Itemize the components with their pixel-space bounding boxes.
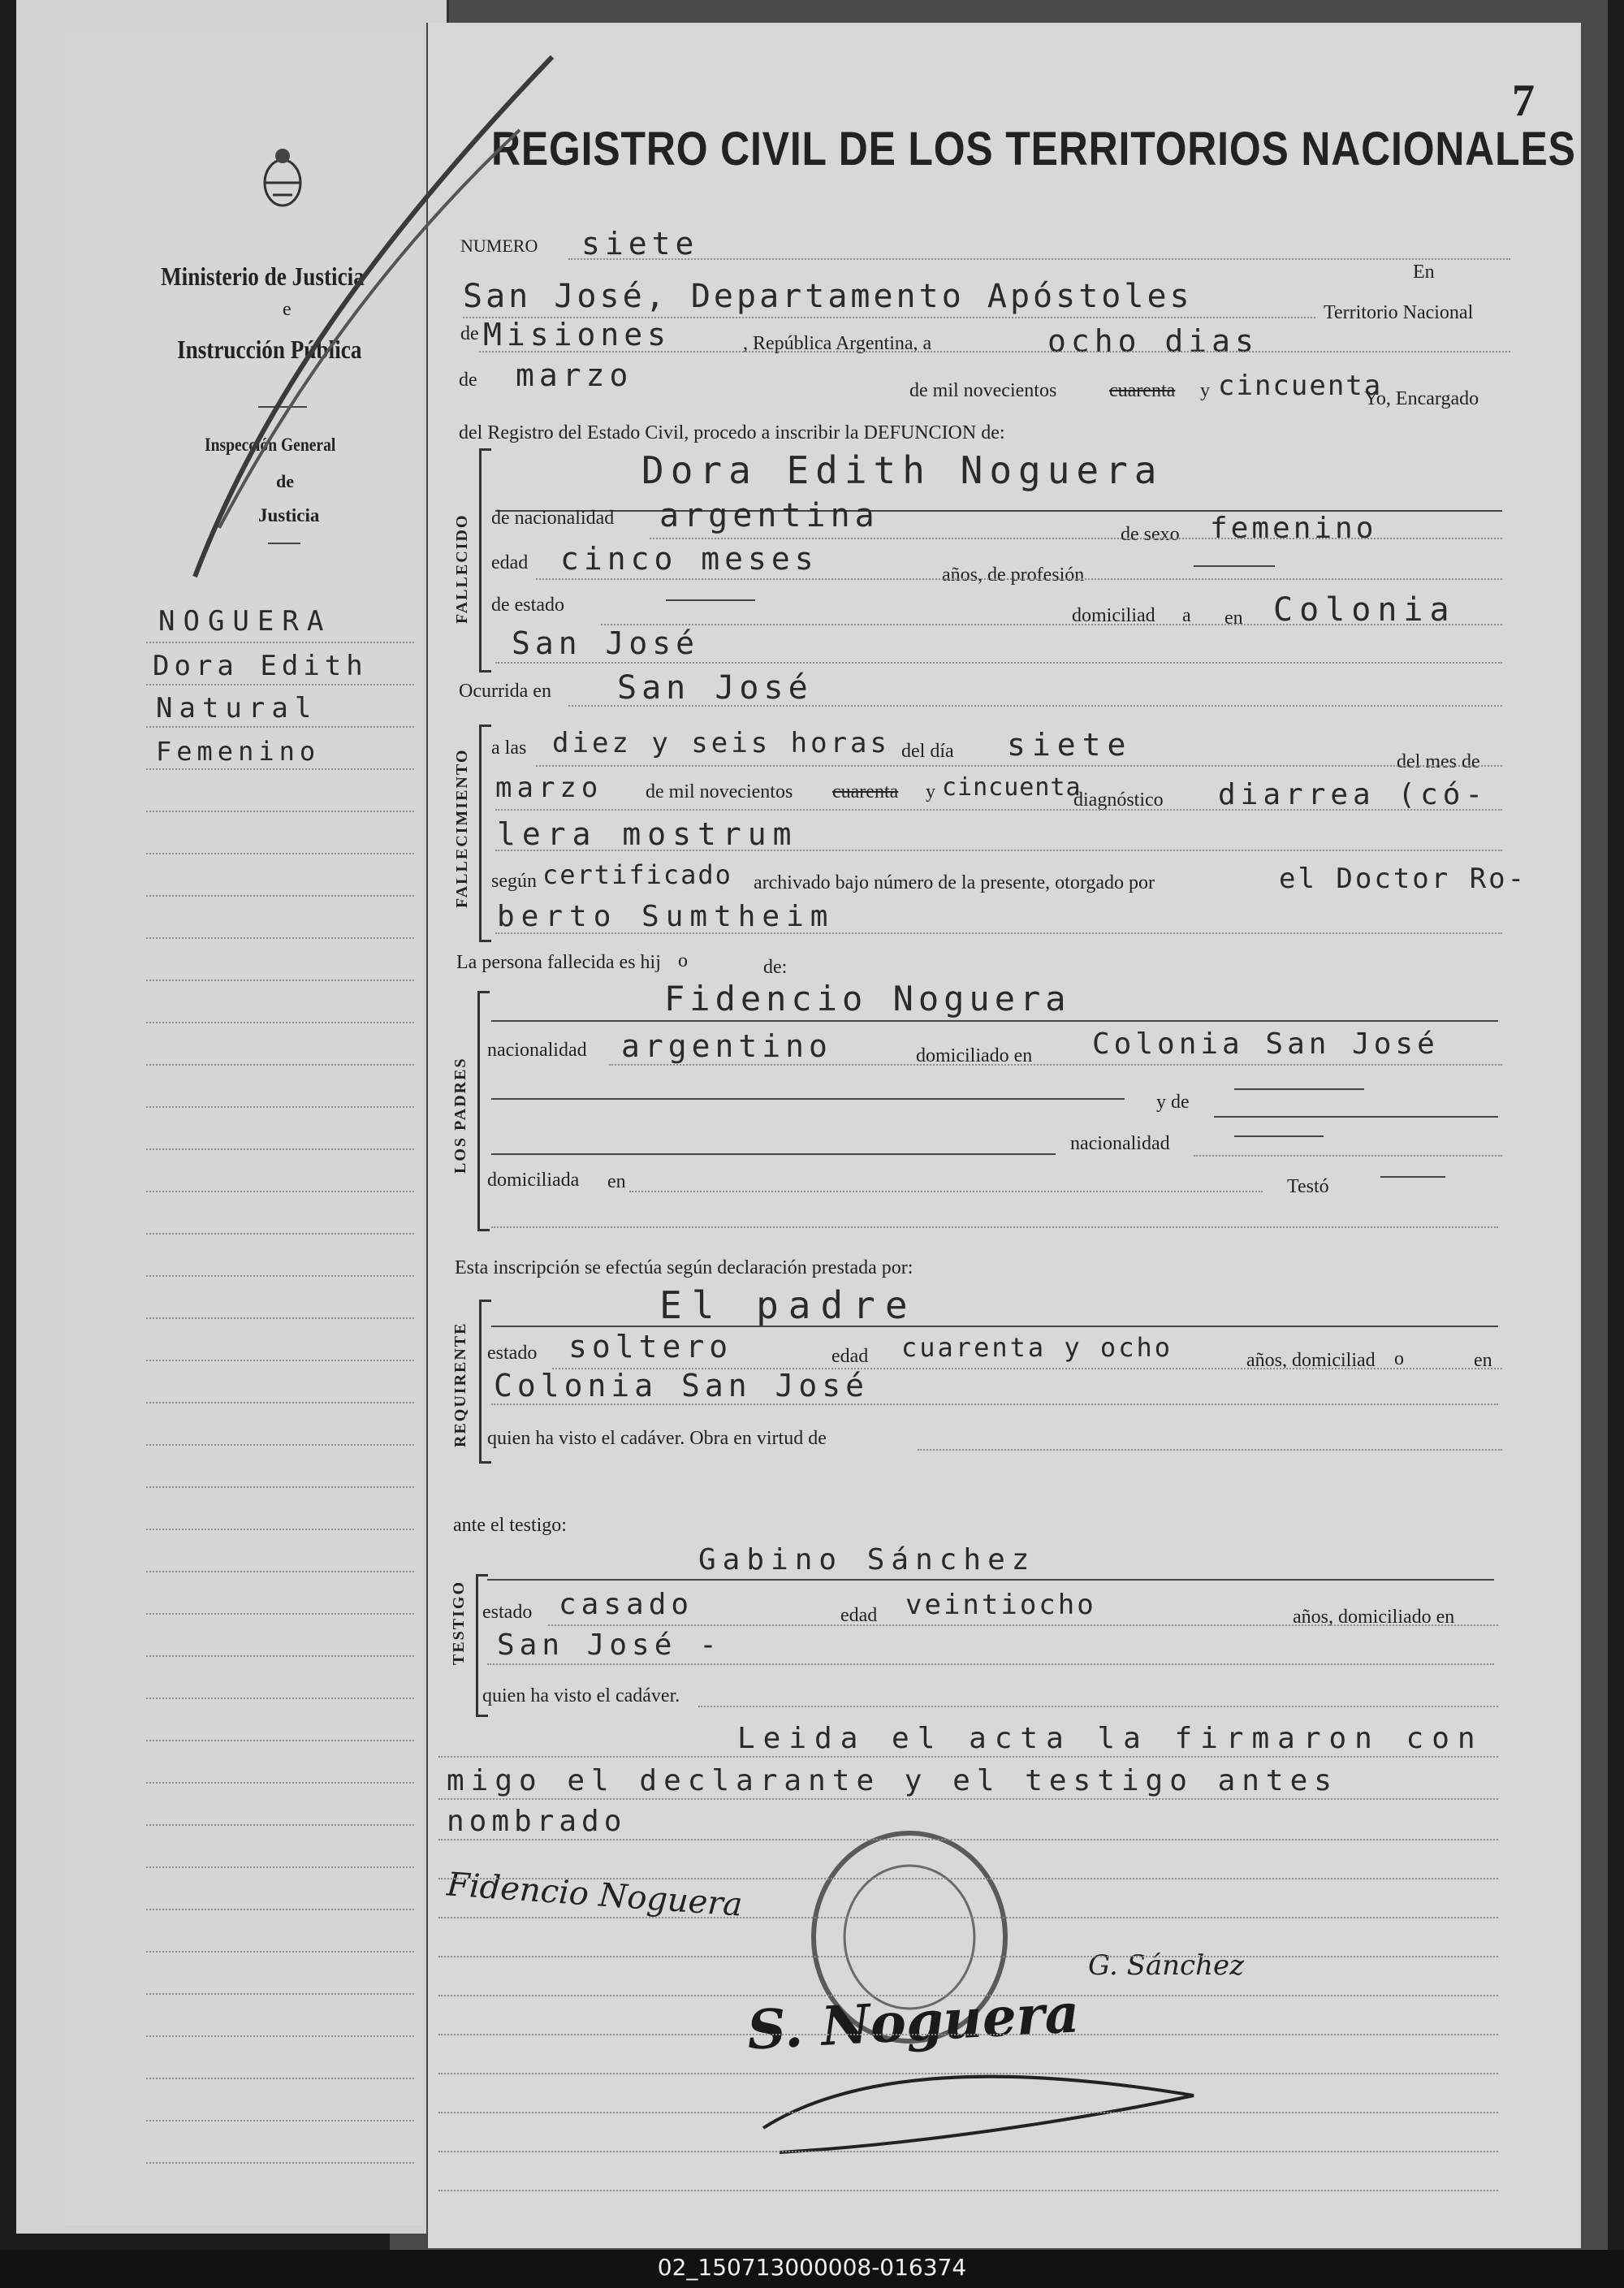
margin-rule-line [146, 726, 414, 728]
margin-rule-line [146, 895, 414, 897]
margin-rule-line [146, 980, 414, 981]
signature-rule-line [438, 1917, 1498, 1918]
rule [495, 850, 1502, 851]
fallecimiento-bracket [479, 724, 491, 942]
requirente-edad-value: cuarenta y ocho [901, 1332, 1173, 1363]
inspection-line-2: de [276, 471, 294, 491]
signature-rule-line [438, 2073, 1498, 2074]
margin-rule-line [146, 1444, 414, 1446]
rule [1194, 1155, 1502, 1157]
signature-rule-line [438, 1956, 1498, 1957]
edad-label: edad [491, 552, 529, 573]
rule [536, 578, 1502, 580]
deceased-name: Dora Edith Noguera [641, 448, 1164, 492]
requirente-name: El padre [659, 1283, 918, 1327]
requirente-estado-label: estado [487, 1343, 538, 1364]
closing-line-3: nombrado [447, 1805, 627, 1838]
inspection-line-1: Inspección General [205, 435, 336, 455]
rule [491, 1226, 1498, 1228]
death-year-value: cincuenta [942, 773, 1082, 802]
rule [438, 1756, 1498, 1758]
rule [650, 538, 1502, 539]
margin-rule-line [146, 1402, 414, 1404]
margin-rule-line [146, 1064, 414, 1066]
ocurrida-label: Ocurrida en [459, 681, 551, 702]
margin-rule-line [146, 2078, 414, 2079]
segun-label: según [491, 871, 537, 892]
signature-rule-line [438, 2112, 1498, 2113]
rule [601, 624, 1502, 625]
page-number: 7 [1512, 76, 1535, 126]
a-las-label: a las [491, 737, 527, 759]
page-title: REGISTRO CIVIL DE LOS TERRITORIOS NACIONALES [491, 123, 1576, 175]
rule [487, 1579, 1494, 1581]
diagnostico-value-2: lera mostrum [497, 816, 798, 852]
margin-rule-line [146, 1317, 414, 1319]
requirente-visto-label: quien ha visto el cadáver. Obra en virtud de [487, 1428, 827, 1449]
margin-name: Dora Edith [153, 650, 368, 682]
numero-label: NUMERO [460, 236, 538, 256]
testo-label: Testó [1287, 1176, 1329, 1197]
signature-witness: G. Sánchez [1088, 1949, 1244, 1982]
rule [609, 1064, 1502, 1066]
intro-line-2: del Registro del Estado Civil, procedo a inscribir la DEFUNCION de: [459, 422, 1005, 443]
diagnostico-label: diagnóstico [1073, 789, 1164, 811]
territory-value: Misiones [483, 317, 672, 352]
margin-rule-line [146, 1486, 414, 1488]
margin-rule-line [146, 2162, 414, 2164]
signature-rule-line [438, 1839, 1498, 1840]
ministry-line-3: Instrucción Pública [177, 335, 362, 364]
nacionalidad-label: de nacionalidad [491, 508, 615, 529]
testigo-estado-label: estado [482, 1602, 533, 1623]
doctor-value-2: berto Sumtheim [497, 900, 835, 933]
rule [491, 1153, 1056, 1155]
margin-rule-line [146, 1698, 414, 1699]
del-dia-label: del día [901, 741, 954, 762]
rule [491, 1098, 1125, 1100]
testigo-intro-label: ante el testigo: [453, 1515, 567, 1536]
rule [536, 765, 1502, 767]
padres-intro-end: de: [763, 957, 788, 978]
margin-rule-line [146, 1275, 414, 1277]
anos-label: años, de profesión [942, 564, 1085, 586]
rule [479, 351, 1510, 352]
rule [1194, 565, 1275, 567]
month-value: marzo [516, 357, 633, 393]
requirente-domicilio-value: Colonia San José [494, 1368, 870, 1404]
padres-intro-label: La persona fallecida es hij [456, 952, 661, 973]
margin-rule-line [146, 1909, 414, 1910]
margin-rule-line [146, 1529, 414, 1530]
rule [487, 1663, 1494, 1665]
closing-line-1: Leida el acta la firmaron con [737, 1722, 1484, 1755]
requirente-en-label: en [1474, 1350, 1492, 1371]
requirente-estado-value: soltero [568, 1329, 733, 1365]
margin-rule-line [146, 1866, 414, 1868]
death-year-y: y [926, 781, 935, 802]
domicilio-value-1: Colonia [1273, 591, 1456, 629]
margin-rule-line [146, 1613, 414, 1615]
sexo-label: de sexo [1121, 524, 1180, 545]
fallecido-bracket [479, 448, 491, 673]
rule [491, 1020, 1498, 1022]
year-y: y [1200, 380, 1210, 401]
requirente-anos-label: años, domiciliad [1246, 1350, 1376, 1371]
margin-rule-line [146, 937, 414, 939]
rule [438, 1798, 1498, 1800]
rule [666, 599, 755, 601]
margin-rule-line [146, 1951, 414, 1953]
year-value: cincuenta [1218, 370, 1383, 402]
padres-domicilio-value: Colonia San José [1092, 1027, 1439, 1061]
edad-value: cinco meses [560, 541, 818, 577]
en-label: En [1413, 262, 1435, 283]
signature-rule-line [438, 1878, 1498, 1879]
death-year-pre: de mil novecientos [646, 781, 793, 802]
testigo-edad-value: veintiocho [905, 1589, 1096, 1621]
rule [568, 705, 1502, 707]
testigo-anos-label: años, domiciliado en [1293, 1607, 1455, 1628]
margin-rule-line [146, 1782, 414, 1784]
testigo-domicilio-value: San José - [497, 1628, 722, 1662]
margin-rule-line [146, 684, 414, 686]
place-value: San José, Departamento Apóstoles [463, 278, 1193, 315]
padres-section-label: LOS PADRES [451, 1057, 469, 1174]
margin-rule-line [146, 811, 414, 812]
requirente-domicilio-suffix: o [1394, 1348, 1404, 1369]
margin-rule-line [146, 1571, 414, 1572]
margin-rule-line [146, 642, 414, 643]
padres-nacionalidad-value: argentino [621, 1028, 832, 1064]
margin-rule-line [146, 2035, 414, 2037]
fallecido-section-label: FALLECIDO [453, 513, 471, 624]
margin-rule-line [146, 1233, 414, 1235]
father-name: Fidencio Noguera [664, 979, 1071, 1019]
domicilio-value-2: San José [512, 625, 700, 661]
hour-value: diez y seis horas [552, 727, 890, 759]
signature-rule-line [438, 2034, 1498, 2035]
del-mes-label: del mes de [1397, 751, 1480, 772]
de-label-2: de [459, 370, 477, 391]
margin-rule-line [146, 1740, 414, 1741]
rule [629, 1191, 1263, 1192]
ministry-line-1: Ministerio de Justicia [161, 262, 365, 291]
signature-rule-line [438, 1995, 1498, 1996]
de-label: de [460, 323, 479, 344]
testigo-edad-label: edad [840, 1605, 878, 1626]
signature-rule-line [438, 2151, 1498, 2152]
margin-rule-line [146, 1191, 414, 1192]
signature-flourish [755, 2047, 1210, 2160]
en-label: en [1224, 608, 1243, 629]
segun-value: certificado [542, 859, 732, 890]
diagnostico-value-1: diarrea (có- [1218, 778, 1488, 811]
signature-officer: S. Noguera [745, 1981, 1082, 2062]
domicilio-suffix: a [1182, 605, 1191, 626]
rule [491, 1326, 1498, 1327]
rule [1214, 1116, 1498, 1118]
padres-nacionalidad-label: nacionalidad [487, 1040, 587, 1061]
year-struck: cuarenta [1109, 380, 1176, 401]
signature-declarant: Fidencio Noguera [445, 1866, 744, 1924]
archivado-text: archivado bajo número de la presente, otorgado por [754, 872, 1155, 893]
inspection-line-3: Justicia [258, 505, 320, 526]
encargado-text: Yo, Encargado [1364, 388, 1479, 409]
image-id-caption: 02_150713000008-016374 [657, 2254, 967, 2281]
death-year-struck: cuarenta [832, 781, 899, 802]
rule [491, 1404, 1498, 1405]
closing-line-2: migo el declarante y el testigo antes [447, 1764, 1338, 1797]
margin-rule-line [146, 1993, 414, 1995]
rule [698, 1706, 1498, 1707]
rule [1234, 1088, 1364, 1090]
margin-sex: Femenino [156, 736, 321, 767]
testigo-visto-label: quien ha visto el cadáver. [482, 1685, 680, 1706]
testigo-section-label: TESTIGO [450, 1580, 468, 1665]
rule [495, 809, 1502, 811]
estado-label: de estado [491, 595, 564, 616]
fallecimiento-section-label: FALLECIMIENTO [453, 748, 471, 908]
death-day-value: siete [1007, 727, 1133, 763]
requirente-edad-label: edad [831, 1346, 869, 1367]
margin-rule-line [146, 1022, 414, 1023]
domiciliada-label: domiciliada [487, 1170, 580, 1191]
padres-en-label: en [607, 1171, 626, 1192]
year-text-pre: de mil novecientos [909, 380, 1057, 401]
padres-bracket [477, 991, 490, 1231]
rule [495, 662, 1502, 664]
y-de-label: y de [1156, 1092, 1190, 1113]
ministry-line-2: e [283, 299, 292, 320]
testigo-estado-value: casado [559, 1588, 694, 1621]
republica-text: , República Argentina, a [743, 333, 932, 354]
testigo-name: Gabino Sánchez [698, 1543, 1036, 1577]
signature-rule-line [438, 2190, 1498, 2191]
margin-rule-line [146, 768, 414, 770]
padres-intro-suffix: o [678, 950, 688, 971]
death-month-value: marzo [495, 772, 603, 804]
padres-domiciliado-label: domiciliado en [916, 1045, 1033, 1066]
rule [1234, 1135, 1324, 1137]
rule [918, 1449, 1502, 1451]
ocurrida-value: San José [617, 669, 813, 707]
day-value: ocho dias [1047, 323, 1259, 359]
numero-value: siete [581, 226, 699, 262]
doctor-value-1: el Doctor Ro- [1279, 863, 1527, 895]
rule [1380, 1176, 1445, 1178]
margin-rule-line [146, 1824, 414, 1826]
margin-surname: NOGUERA [158, 605, 332, 638]
margin-rule-line [146, 1148, 414, 1150]
margin-rule-line [146, 1106, 414, 1108]
rule [548, 1624, 1498, 1626]
rule [495, 932, 1502, 934]
rule [568, 258, 1510, 260]
nacionalidad-value: argentina [659, 497, 879, 534]
domicilio-label: domiciliad [1072, 605, 1155, 626]
territorio-label: Territorio Nacional [1324, 302, 1474, 323]
padres-nacionalidad2-label: nacionalidad [1070, 1133, 1170, 1154]
requirente-intro-label: Esta inscripción se efectúa según declaración prestada por: [455, 1257, 914, 1278]
margin-rule-line [146, 2120, 414, 2121]
margin-rule-line [146, 1360, 414, 1361]
sexo-value: femenino [1210, 512, 1377, 545]
requirente-section-label: REQUIRENTE [451, 1321, 469, 1447]
margin-status: Natural [156, 692, 318, 724]
margin-rule-line [146, 853, 414, 854]
margin-rule-line [146, 1655, 414, 1657]
